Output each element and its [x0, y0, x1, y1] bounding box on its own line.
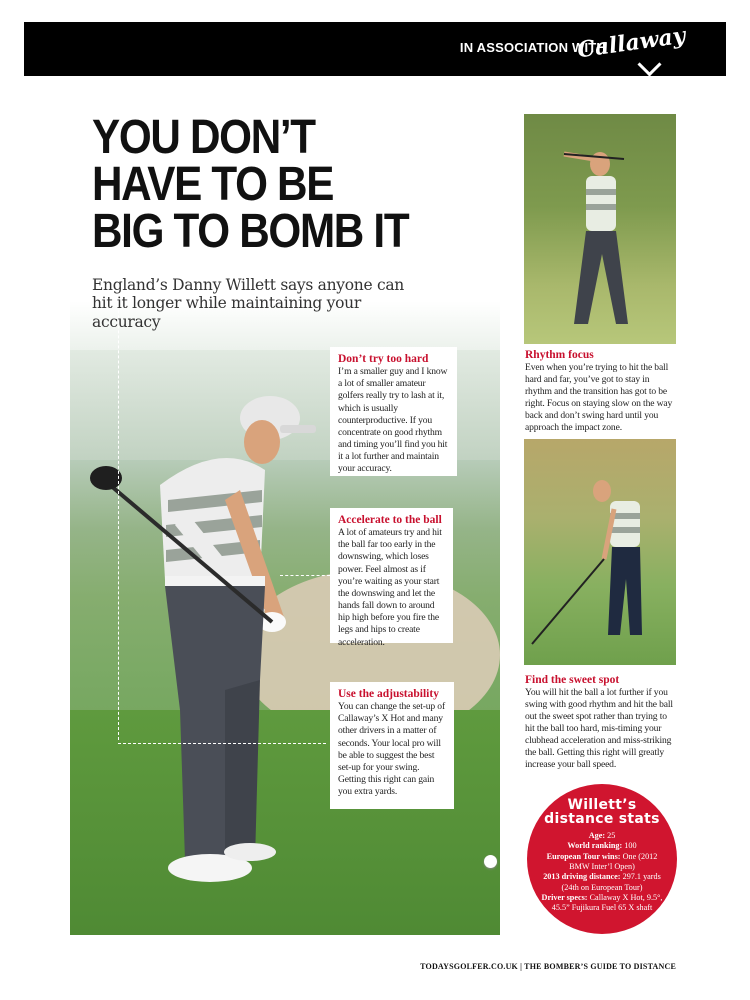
headline-line: BIG TO BOMB IT	[92, 205, 409, 259]
distance-stats-badge	[527, 784, 677, 934]
tip-text: A lot of amateurs try and hit the ball far too early in the downswing, which loses power. Feel almost as if you’re waiting as your start the downswing and let the hands fall down to around hip high before you fire the legs and hips to create acceleration.	[338, 527, 442, 648]
headline	[92, 111, 444, 259]
tip-title-find-sweet-spot: Find the sweet spot	[525, 674, 620, 686]
tip-box-accelerate	[330, 508, 453, 648]
tip-text: I’m a smaller guy and I know a lot of smaller amateur golfers really try to lash at it, which is usually counterproductive. If you concentrate on good rhythm and timing you’ll find you hit it a lot further and maintain your accuracy.	[338, 366, 448, 475]
golfer-downswing-illustration	[524, 439, 676, 665]
tip-box-adjustability	[330, 682, 454, 809]
headline-line: HAVE TO BE	[92, 158, 334, 212]
association-label: IN ASSOCIATION WITH	[459, 40, 606, 55]
tip-title-rhythm-focus: Rhythm focus	[525, 349, 594, 361]
stat-label: 2013 driving distance:	[543, 872, 621, 882]
stat-label: World ranking:	[567, 841, 623, 851]
stat-label: Age:	[588, 831, 606, 840]
stats-body	[539, 831, 665, 914]
callaway-logo: Callaway	[576, 22, 688, 64]
page-footer: TODAYSGOLFER.CO.UK | THE BOMBER’S GUIDE TO DISTANCE	[420, 962, 676, 971]
stat-label: European Tour wins:	[546, 851, 621, 861]
standfirst: England’s Danny Willett says anyone can hit it longer while maintaining your accuracy	[92, 276, 404, 331]
golfer-backswing-illustration	[524, 114, 676, 344]
stat-value: 25	[607, 831, 616, 840]
stats-title-line: distance stats	[544, 811, 660, 827]
stat-value: One (2012 BMW Inter’l Open)	[569, 851, 658, 871]
tip-text-rhythm-focus: Even when you’re trying to hit the ball hard and far, you’ve got to stay in rhythm and the transition has got to be right. Focus on staying slow on the way back and don’t swing hard until you approach the impact zone.	[525, 362, 673, 434]
photo-backswing	[524, 114, 676, 344]
stat-value: 297.1 yards (24th on European Tour)	[561, 872, 661, 892]
swing-guide-line	[118, 743, 326, 744]
tip-title: Don’t try too hard	[338, 353, 429, 365]
golfer-illustration	[90, 390, 330, 910]
golf-ball	[484, 855, 497, 868]
stats-title-line: Willett’s	[567, 797, 637, 813]
tip-title: Use the adjustability	[338, 688, 439, 700]
stat-label: Driver specs:	[541, 892, 588, 902]
sponsor-banner	[24, 22, 726, 76]
tip-text: You can change the set-up of Callaway’s X Hot and many other drivers in a matter of seconds. Your local pro will be able to suggest the best set-up for your swing. Getting this right can gain you extra yards.	[338, 701, 445, 798]
tip-box-dont-try-too-hard	[330, 347, 457, 476]
stats-title	[527, 798, 677, 826]
swing-guide-line	[280, 575, 330, 576]
stat-value: 100	[624, 841, 637, 851]
headline-line: YOU DON’T	[92, 111, 315, 164]
stat-value: Callaway X Hot, 9.5°, 45.5” Fujikura Fuel 65 X shaft	[551, 892, 663, 913]
chevron-logo-icon	[637, 52, 661, 76]
tip-title: Accelerate to the ball	[338, 514, 442, 526]
tip-text-find-sweet-spot: You will hit the ball a lot further if you swing with good rhythm and hit the ball out the sweet spot rather than trying to hit the ball too hard, mis-timing your clubhead acceleration and miss-striking the ball. Getting this right will greatly increase your ball speed.	[525, 687, 673, 771]
photo-downswing	[524, 439, 676, 665]
